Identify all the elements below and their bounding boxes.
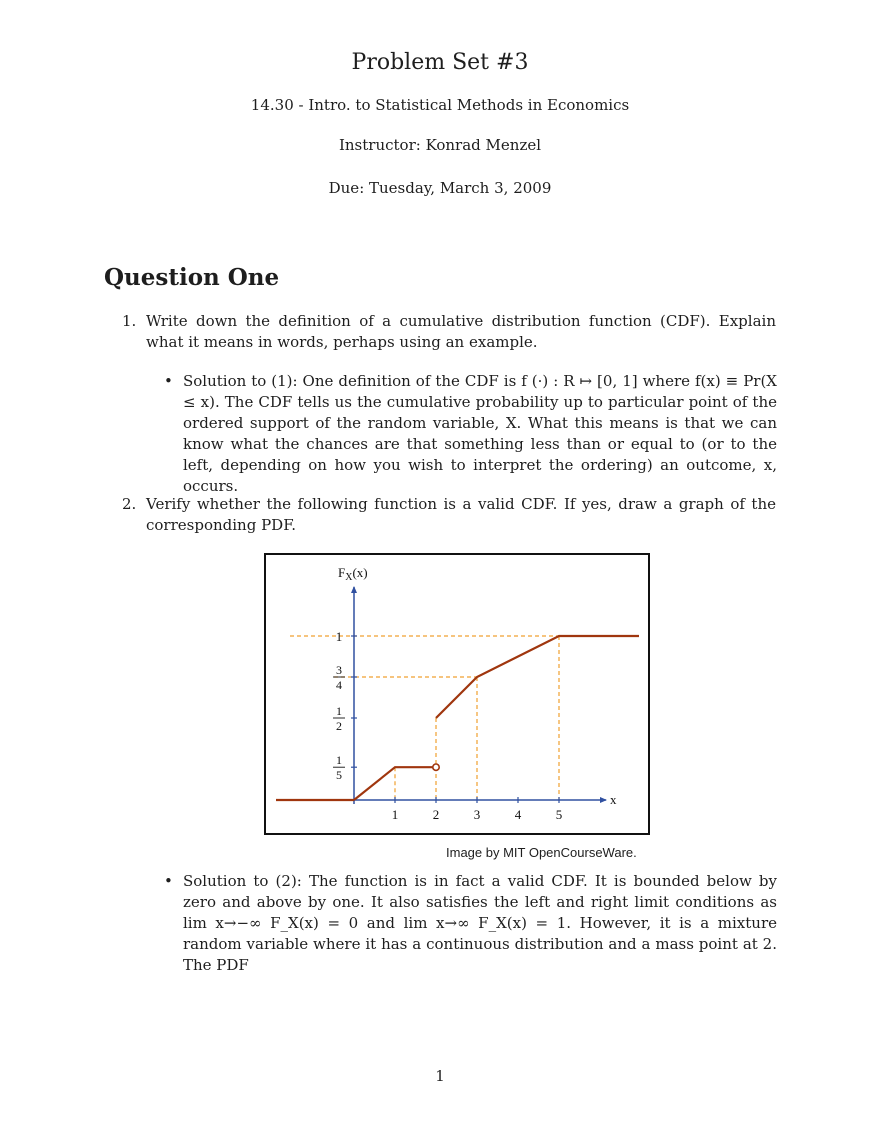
instructor: Instructor: Konrad Menzel xyxy=(338,136,542,154)
cdf-chart xyxy=(266,555,648,833)
bullet-icon: • xyxy=(164,872,173,890)
x-tick-label: 1 xyxy=(391,807,399,822)
open-point xyxy=(433,764,439,770)
y-tick-label: 1 xyxy=(335,629,343,644)
y-tick-label: 5 xyxy=(336,768,342,783)
due-date: Due: Tuesday, March 3, 2009 xyxy=(328,179,552,197)
course-name: 14.30 - Intro. to Statistical Methods in Economics xyxy=(250,96,630,114)
y-tick-label: 3 xyxy=(336,663,342,677)
x-tick-label: 2 xyxy=(432,807,440,822)
solution-text: Solution to (2): The function is in fact a valid CDF. It is bounded below by zero and above by one. It also satisfies the left and right limit conditions as lim x→−∞ F_X(x) = 0 and lim x→∞ F_X(x) = 1. However, it is a mixture random variable where it has a continuous distribution and a mass point at 2. The PDF xyxy=(183,872,777,974)
y-tick-label: 1 xyxy=(336,704,342,718)
document-title: Problem Set #3 xyxy=(351,50,529,75)
image-credit: Image by MIT OpenCourseWare. xyxy=(446,845,637,860)
y-tick-label: 2 xyxy=(336,719,342,733)
solution-text: Solution to (1): One definition of the CDF is f (·) : R ↦ [0, 1] where f(x) ≡ Pr(X ≤ x). The CDF tells us the cumulative probability up to particular point of the ordered support of the random variable, X. What this means is that we can know what the chances are that something less than or equal to (or to the left, depending on how you wish to interpret the ordering) an outcome, x, occurs. xyxy=(183,372,777,495)
y-tick-label: 1 xyxy=(336,753,342,768)
x-axis-label: x xyxy=(610,792,617,807)
question-number: 1. xyxy=(122,312,137,330)
x-tick-label: 4 xyxy=(514,807,522,822)
y-axis-label: $F_X(x)$ xyxy=(338,565,368,583)
question-text: Verify whether the following function is a valid CDF. If yes, draw a graph of the corresponding PDF. xyxy=(146,495,776,534)
page-number: 1 xyxy=(435,1067,445,1085)
question-text: Write down the definition of a cumulative distribution function (CDF). Explain what it means in words, perhaps using an example. xyxy=(146,312,776,351)
question-number: 2. xyxy=(122,495,137,513)
x-tick-label: 3 xyxy=(473,807,481,822)
x-tick-label: 5 xyxy=(555,807,563,822)
bullet-icon: • xyxy=(164,372,173,390)
section-title: Question One xyxy=(104,264,280,291)
cdf-segment xyxy=(436,636,639,718)
cdf-figure xyxy=(264,553,650,835)
y-tick-label: 4 xyxy=(336,678,342,692)
